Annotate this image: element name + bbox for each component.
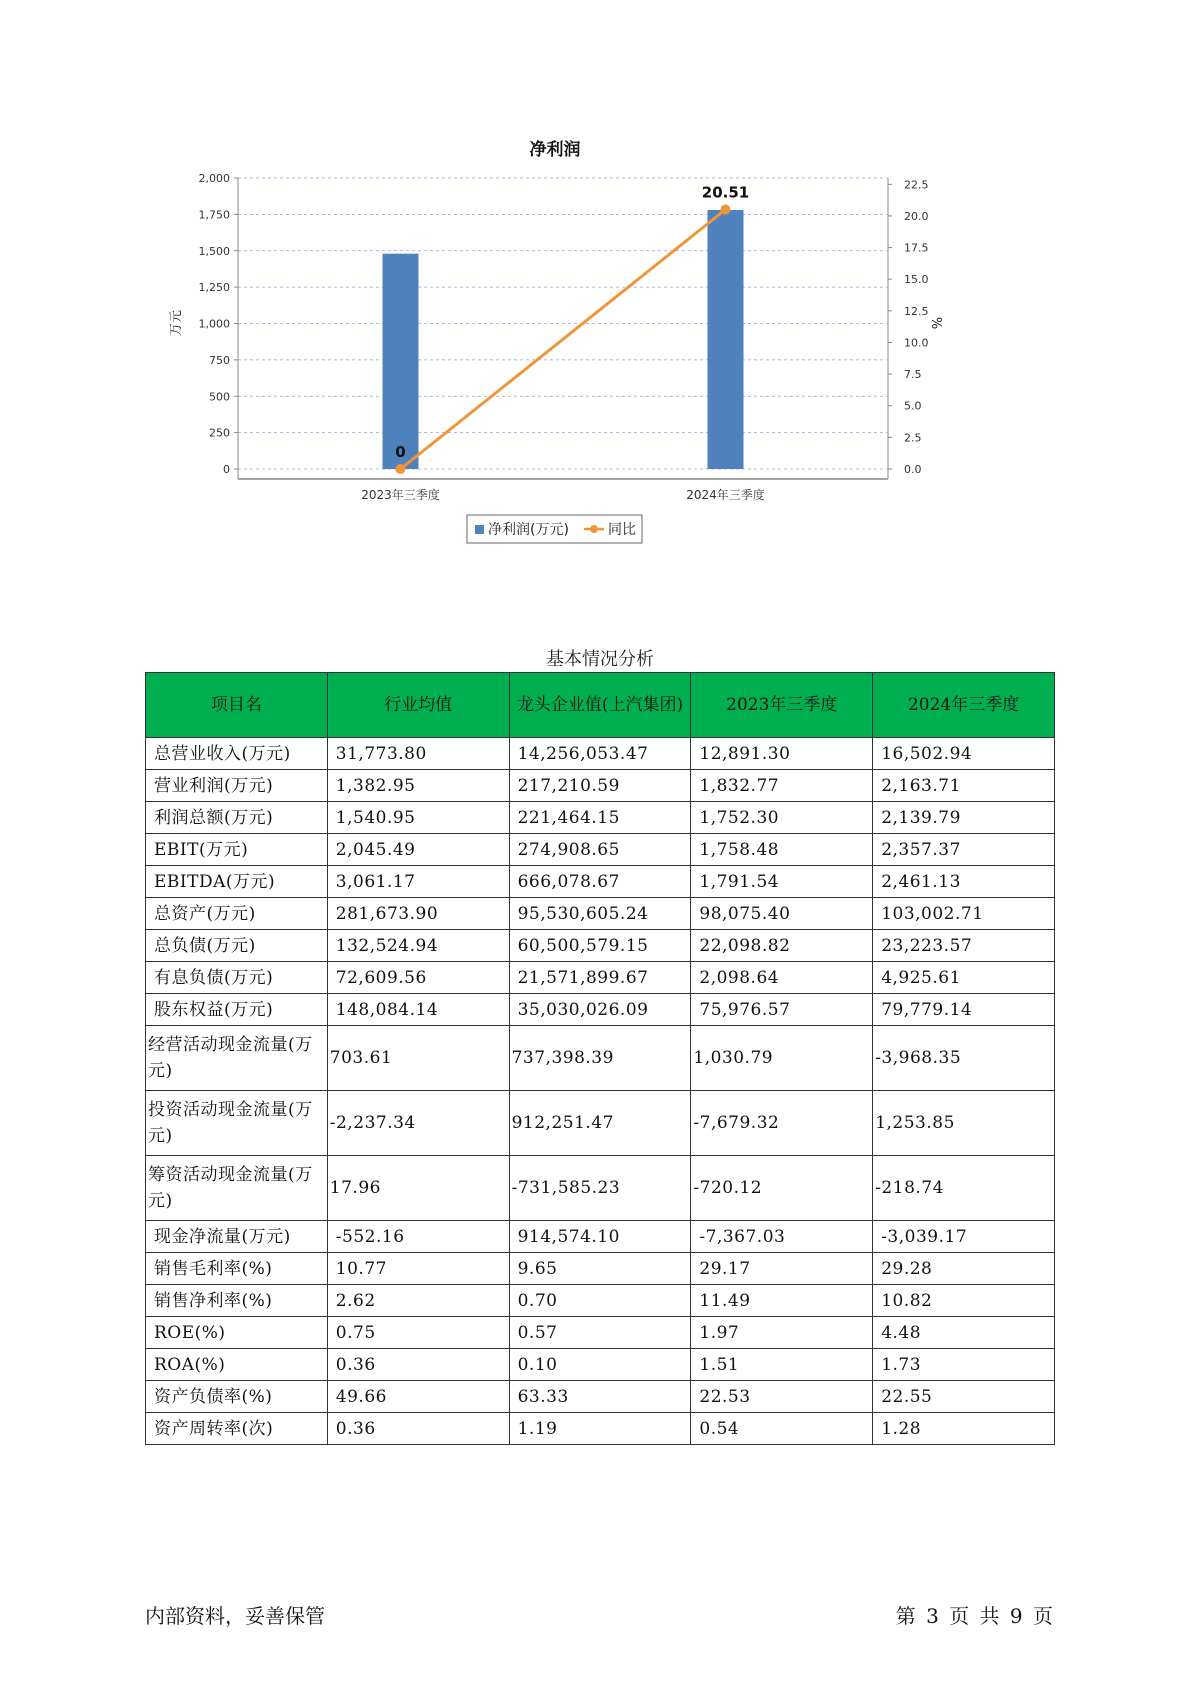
table-row [146, 1026, 1055, 1091]
header-leader-value: 龙头企业值(上汽集团) [509, 673, 691, 738]
x-tick-label: 2024年三季度 [686, 488, 765, 502]
value-cell: 22.53 [691, 1381, 873, 1413]
left-tick-label: 1,750 [198, 208, 230, 222]
value-cell: 75,976.57 [691, 994, 873, 1026]
table-row [146, 994, 1055, 1026]
table-row [146, 962, 1055, 994]
row-label-cell: 股东权益(万元) [146, 994, 328, 1026]
value-cell: 1,540.95 [327, 802, 509, 834]
left-tick-label: 500 [209, 390, 230, 404]
value-cell: 29.28 [873, 1253, 1055, 1285]
table-row [146, 866, 1055, 898]
table-row [146, 1091, 1055, 1156]
value-cell: -731,585.23 [509, 1156, 691, 1221]
value-cell: 9.65 [509, 1253, 691, 1285]
value-cell: 148,084.14 [327, 994, 509, 1026]
row-label-cell: 利润总额(万元) [146, 802, 328, 834]
table-row [146, 738, 1055, 770]
value-cell: 60,500,579.15 [509, 930, 691, 962]
table-row [146, 1221, 1055, 1253]
y-axis-right-label: % [928, 316, 943, 330]
table-row [146, 898, 1055, 930]
yoy-line [401, 210, 726, 469]
value-cell: 1,030.79 [691, 1026, 873, 1091]
right-tick-label: 7.5 [904, 368, 922, 382]
value-cell: 1,752.30 [691, 802, 873, 834]
chart-title: 净利润 [529, 140, 581, 160]
row-label-cell: 资产负债率(%) [146, 1381, 328, 1413]
value-cell: 0.75 [327, 1317, 509, 1349]
value-cell: 12,891.30 [691, 738, 873, 770]
left-tick-label: 2,000 [198, 172, 230, 185]
table-title: 基本情况分析 [546, 649, 654, 670]
left-tick-label: 1,250 [198, 281, 230, 295]
value-cell: 703.61 [327, 1026, 509, 1091]
value-cell: 0.57 [509, 1317, 691, 1349]
value-cell: 23,223.57 [873, 930, 1055, 962]
value-cell: 35,030,026.09 [509, 994, 691, 1026]
table-row [146, 834, 1055, 866]
value-cell: 98,075.40 [691, 898, 873, 930]
value-cell: 1,253.85 [873, 1091, 1055, 1156]
value-cell: 63.33 [509, 1381, 691, 1413]
value-cell: 1,832.77 [691, 770, 873, 802]
row-label-cell: 投资活动现金流量(万元) [146, 1091, 328, 1156]
value-cell: -2,237.34 [327, 1091, 509, 1156]
right-tick-label: 20.0 [904, 209, 929, 223]
value-cell: 737,398.39 [509, 1026, 691, 1091]
row-label-cell: 现金净流量(万元) [146, 1221, 328, 1253]
value-cell: 1.97 [691, 1317, 873, 1349]
value-cell: 0.10 [509, 1349, 691, 1381]
table-row [146, 1156, 1055, 1221]
value-cell: 914,574.10 [509, 1221, 691, 1253]
value-cell: 79,779.14 [873, 994, 1055, 1026]
row-label-cell: 经营活动现金流量(万元) [146, 1026, 328, 1091]
left-tick-label: 1,000 [198, 317, 230, 331]
value-cell: 4.48 [873, 1317, 1055, 1349]
value-cell: -7,367.03 [691, 1221, 873, 1253]
right-tick-label: 17.5 [904, 241, 929, 255]
left-tick-label: 750 [209, 353, 230, 367]
value-cell: 2,163.71 [873, 770, 1055, 802]
value-cell: 4,925.61 [873, 962, 1055, 994]
table-row [146, 802, 1055, 834]
yoy-data-label: 0 [395, 443, 406, 461]
row-label-cell: 筹资活动现金流量(万元) [146, 1156, 328, 1221]
table-body [146, 738, 1055, 1445]
legend-bar-swatch [475, 525, 484, 534]
table-row [146, 1413, 1055, 1445]
value-cell: -218.74 [873, 1156, 1055, 1221]
chart-canvas [150, 140, 1050, 600]
legend-line-marker [590, 525, 598, 533]
right-tick-label: 12.5 [904, 304, 929, 318]
value-cell: 1.19 [509, 1413, 691, 1445]
row-label-cell: 总资产(万元) [146, 898, 328, 930]
value-cell: 29.17 [691, 1253, 873, 1285]
bar-1 [383, 254, 419, 469]
value-cell: 22.55 [873, 1381, 1055, 1413]
value-cell: 1,382.95 [327, 770, 509, 802]
value-cell: -552.16 [327, 1221, 509, 1253]
value-cell: 1,791.54 [691, 866, 873, 898]
header-item-name: 项目名 [146, 673, 328, 738]
value-cell: 1,758.48 [691, 834, 873, 866]
value-cell: 912,251.47 [509, 1091, 691, 1156]
row-label-cell: 总营业收入(万元) [146, 738, 328, 770]
left-tick-label: 1,500 [198, 244, 230, 258]
value-cell: 3,061.17 [327, 866, 509, 898]
value-cell: 2,461.13 [873, 866, 1055, 898]
table-row [146, 1381, 1055, 1413]
value-cell: 14,256,053.47 [509, 738, 691, 770]
value-cell: 0.36 [327, 1349, 509, 1381]
value-cell: 95,530,605.24 [509, 898, 691, 930]
row-label-cell: ROA(%) [146, 1349, 328, 1381]
value-cell: -3,968.35 [873, 1026, 1055, 1091]
table-row [146, 930, 1055, 962]
right-tick-label: 5.0 [904, 399, 922, 413]
value-cell: 274,908.65 [509, 834, 691, 866]
value-cell: 103,002.71 [873, 898, 1055, 930]
header-2024-q3: 2024年三季度 [873, 673, 1055, 738]
y-axis-label: 万元 [169, 309, 184, 337]
value-cell: 0.54 [691, 1413, 873, 1445]
value-cell: 10.82 [873, 1285, 1055, 1317]
right-tick-label: 2.5 [904, 431, 922, 445]
table-header-row [146, 673, 1055, 738]
value-cell: 0.36 [327, 1413, 509, 1445]
value-cell: 2,357.37 [873, 834, 1055, 866]
row-label-cell: 资产周转率(次) [146, 1413, 328, 1445]
table-row [146, 1349, 1055, 1381]
value-cell: 221,464.15 [509, 802, 691, 834]
value-cell: 22,098.82 [691, 930, 873, 962]
value-cell: -720.12 [691, 1156, 873, 1221]
value-cell: 2.62 [327, 1285, 509, 1317]
yoy-data-label: 20.51 [701, 183, 750, 202]
value-cell: 132,524.94 [327, 930, 509, 962]
value-cell: 281,673.90 [327, 898, 509, 930]
right-tick-label: 10.0 [904, 336, 929, 350]
value-cell: 49.66 [327, 1381, 509, 1413]
value-cell: 21,571,899.67 [509, 962, 691, 994]
value-cell: 72,609.56 [327, 962, 509, 994]
legend-line-label: 同比 [608, 522, 636, 538]
value-cell: 217,210.59 [509, 770, 691, 802]
value-cell: 11.49 [691, 1285, 873, 1317]
row-label-cell: ROE(%) [146, 1317, 328, 1349]
basic-analysis-table [145, 672, 1055, 1445]
value-cell: 10.77 [327, 1253, 509, 1285]
row-label-cell: EBIT(万元) [146, 834, 328, 866]
table-row [146, 1253, 1055, 1285]
row-label-cell: 总负债(万元) [146, 930, 328, 962]
left-tick-label: 0 [223, 463, 230, 476]
legend-bar-label: 净利润(万元) [488, 522, 569, 538]
right-tick-label: 22.5 [904, 178, 929, 192]
yoy-point-1 [396, 464, 406, 474]
table-row [146, 1285, 1055, 1317]
row-label-cell: 销售毛利率(%) [146, 1253, 328, 1285]
value-cell: 2,045.49 [327, 834, 509, 866]
value-cell: 2,139.79 [873, 802, 1055, 834]
row-label-cell: EBITDA(万元) [146, 866, 328, 898]
value-cell: 666,078.67 [509, 866, 691, 898]
value-cell: 2,098.64 [691, 962, 873, 994]
table-row [146, 770, 1055, 802]
right-tick-label: 15.0 [904, 273, 929, 287]
footer-page-number: 第 3 页 共 9 页 [895, 1604, 1053, 1628]
x-tick-label: 2023年三季度 [361, 488, 440, 502]
row-label-cell: 营业利润(万元) [146, 770, 328, 802]
bar-2 [708, 210, 744, 469]
right-tick-label: 0.0 [904, 463, 922, 476]
value-cell: 1.73 [873, 1349, 1055, 1381]
yoy-point-2 [721, 205, 731, 215]
value-cell: 31,773.80 [327, 738, 509, 770]
table-row [146, 1317, 1055, 1349]
footer-confidential-note: 内部资料，妥善保管 [145, 1604, 325, 1628]
row-label-cell: 有息负债(万元) [146, 962, 328, 994]
net-profit-chart [150, 140, 1050, 600]
value-cell: 16,502.94 [873, 738, 1055, 770]
value-cell: -3,039.17 [873, 1221, 1055, 1253]
value-cell: 17.96 [327, 1156, 509, 1221]
value-cell: 1.51 [691, 1349, 873, 1381]
header-2023-q3: 2023年三季度 [691, 673, 873, 738]
value-cell: 0.70 [509, 1285, 691, 1317]
value-cell: 1.28 [873, 1413, 1055, 1445]
left-tick-label: 250 [209, 426, 230, 440]
header-industry-average: 行业均值 [327, 673, 509, 738]
row-label-cell: 销售净利率(%) [146, 1285, 328, 1317]
value-cell: -7,679.32 [691, 1091, 873, 1156]
